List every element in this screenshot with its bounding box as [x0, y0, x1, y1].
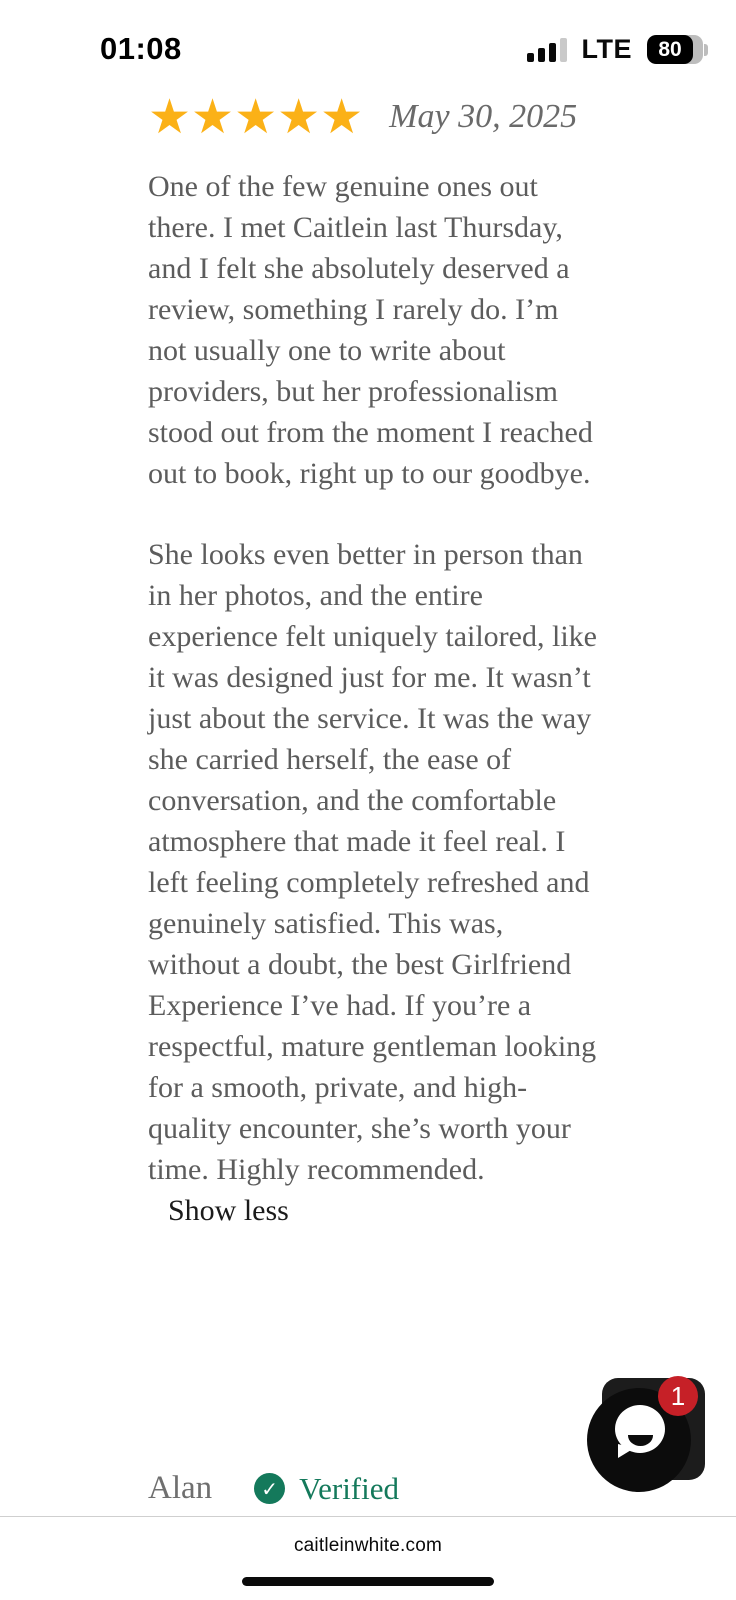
star-rating-icon: ★★★★★	[148, 89, 364, 145]
battery-level: 80	[647, 35, 693, 64]
review-date: May 30, 2025	[389, 98, 578, 135]
review-card	[148, 88, 598, 1228]
address-bar[interactable]: caitleinwhite.com	[293, 1535, 443, 1556]
rating-row	[148, 88, 598, 146]
status-time: 01:08	[100, 31, 182, 66]
battery-icon	[647, 35, 708, 64]
reviewer-row	[148, 1470, 399, 1507]
review-text	[148, 166, 598, 1190]
unread-count-badge: 1	[658, 1376, 698, 1416]
show-less-button[interactable]: Show less	[168, 1194, 289, 1227]
status-indicators	[527, 34, 709, 65]
signal-strength-icon	[527, 38, 567, 62]
network-type-label: LTE	[581, 34, 632, 64]
status-bar	[0, 0, 736, 70]
chat-widget-button[interactable]	[601, 1378, 705, 1482]
review-paragraph: One of the few genuine ones out there. I met Caitlein last Thursday, and I felt she absolutely deserved a review, something I rarely do. I’m not usually one to write about providers, but her professionalism stood out from the moment I reached out to book, right up to our goodbye.	[148, 170, 593, 490]
browser-bottom-bar	[0, 1516, 736, 1600]
home-indicator[interactable]	[242, 1577, 494, 1586]
battery-nub	[704, 44, 708, 56]
verified-label: Verified	[299, 1470, 399, 1506]
verified-check-icon: ✓	[254, 1473, 285, 1504]
review-paragraph: She looks even better in person than in her photos, and the entire experience felt uniquely tailored, like it was designed just for me. It wasn’t just about the service. It was the way she carried herself, the ease of conversation, and the comfortable atmosphere that made it feel real. I left feeling completely refreshed and genuinely satisfied. This was, without a doubt, the best Girlfriend Experience I’ve had. If you’re a respectful, mature gentleman looking for a smooth, private, and high-quality encounter, she’s worth your time. Highly recommended.	[148, 538, 597, 1186]
reviewer-name: Alan	[148, 1470, 213, 1506]
